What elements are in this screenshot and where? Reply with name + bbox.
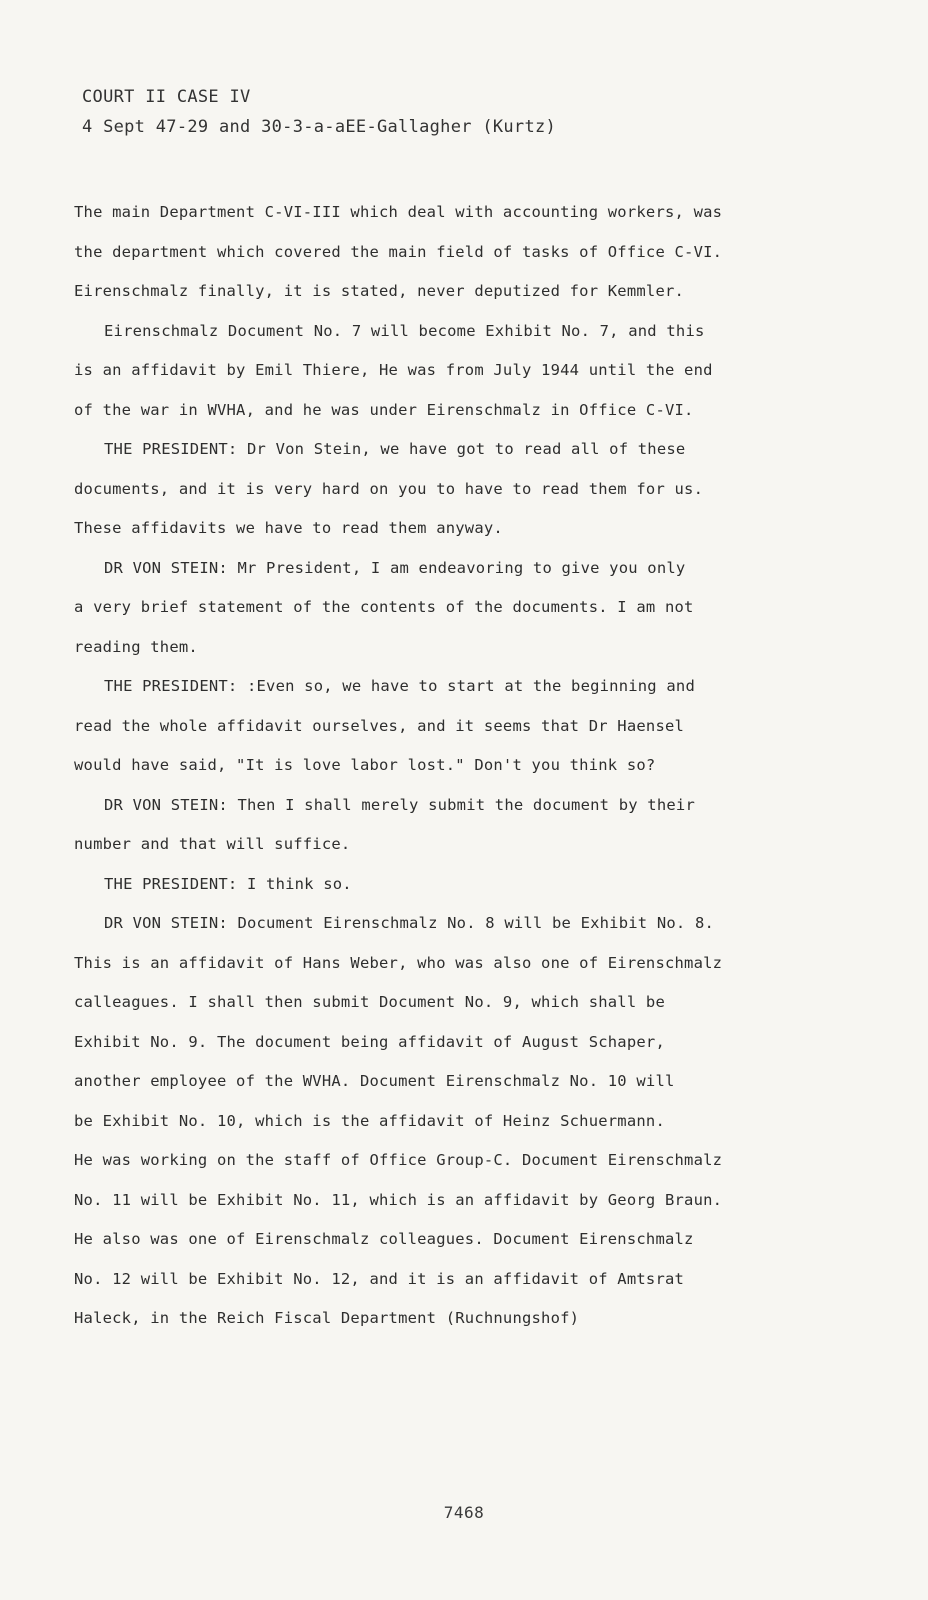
transcript-line: another employee of the WVHA. Document Eirenschmalz No. 10 will [74,1072,675,1090]
transcript-line: the department which covered the main field of tasks of Office C-VI. [74,242,723,261]
transcript-line: would have said, "It is love labor lost." Don't you think so? [74,756,656,774]
transcript-line: be Exhibit No. 10, which is the affidavit of Heinz Schuermann. [74,1111,665,1130]
document-header [82,82,556,142]
transcript-line: He also was one of Eirenschmalz colleagues. Document Eirenschmalz [74,1230,694,1248]
transcript-line: Eirenschmalz Document No. 7 will become Exhibit No. 7, and this [104,321,705,340]
transcript-line: THE PRESIDENT: Dr Von Stein, we have got to read all of these [104,440,686,458]
transcript-line: a very brief statement of the contents of the documents. I am not [74,598,694,616]
session-date-label: 4 Sept 47-29 and 30-3-a-aEE-Gallagher (Kurtz) [82,117,557,137]
transcript-line: No. 12 will be Exhibit No. 12, and it is an affidavit of Amtsrat [74,1269,685,1288]
transcript-body [74,193,874,1339]
transcript-line: reading them. [74,637,198,656]
transcript-line: THE PRESIDENT: I think so. [104,874,352,893]
transcript-line: These affidavits we have to read them anyway. [74,519,503,537]
transcript-line: Eirenschmalz finally, it is stated, never deputized for Kemmler. [74,282,685,300]
transcript-line: read the whole affidavit ourselves, and it seems that Dr Haensel [74,716,685,735]
transcript-line: number and that will suffice. [74,835,351,853]
transcript-line: Haleck, in the Reich Fiscal Department (Ruchnungshof) [74,1309,580,1327]
transcript-line: This is an affidavit of Hans Weber, who was also one of Eirenschmalz [74,953,723,972]
transcript-line: DR VON STEIN: Document Eirenschmalz No. 8 will be Exhibit No. 8. [104,914,715,932]
transcript-line: documents, and it is very hard on you to have to read them for us. [74,479,704,498]
transcript-line: He was working on the staff of Office Group-C. Document Eirenschmalz [74,1151,723,1169]
transcript-line: DR VON STEIN: Mr President, I am endeavoring to give you only [104,558,686,577]
transcript-line: calleagues. I shall then submit Document No. 9, which shall be [74,993,665,1011]
transcript-line: DR VON STEIN: Then I shall merely submit the document by their [104,795,695,814]
transcript-line: No. 11 will be Exhibit No. 11, which is an affidavit by Georg Braun. [74,1190,723,1209]
page-number: 7468 [443,1503,485,1522]
transcript-line: THE PRESIDENT: :Even so, we have to start at the beginning and [104,677,695,695]
transcript-line: The main Department C-VI-III which deal with accounting workers, was [74,203,723,221]
transcript-line: is an affidavit by Emil Thiere, He was from July 1944 until the end [74,361,713,379]
court-case-label: COURT II CASE IV [82,87,251,107]
transcript-line: of the war in WVHA, and he was under Eirenschmalz in Office C-VI. [74,400,694,419]
transcript-line: Exhibit No. 9. The document being affidavit of August Schaper, [74,1032,665,1051]
